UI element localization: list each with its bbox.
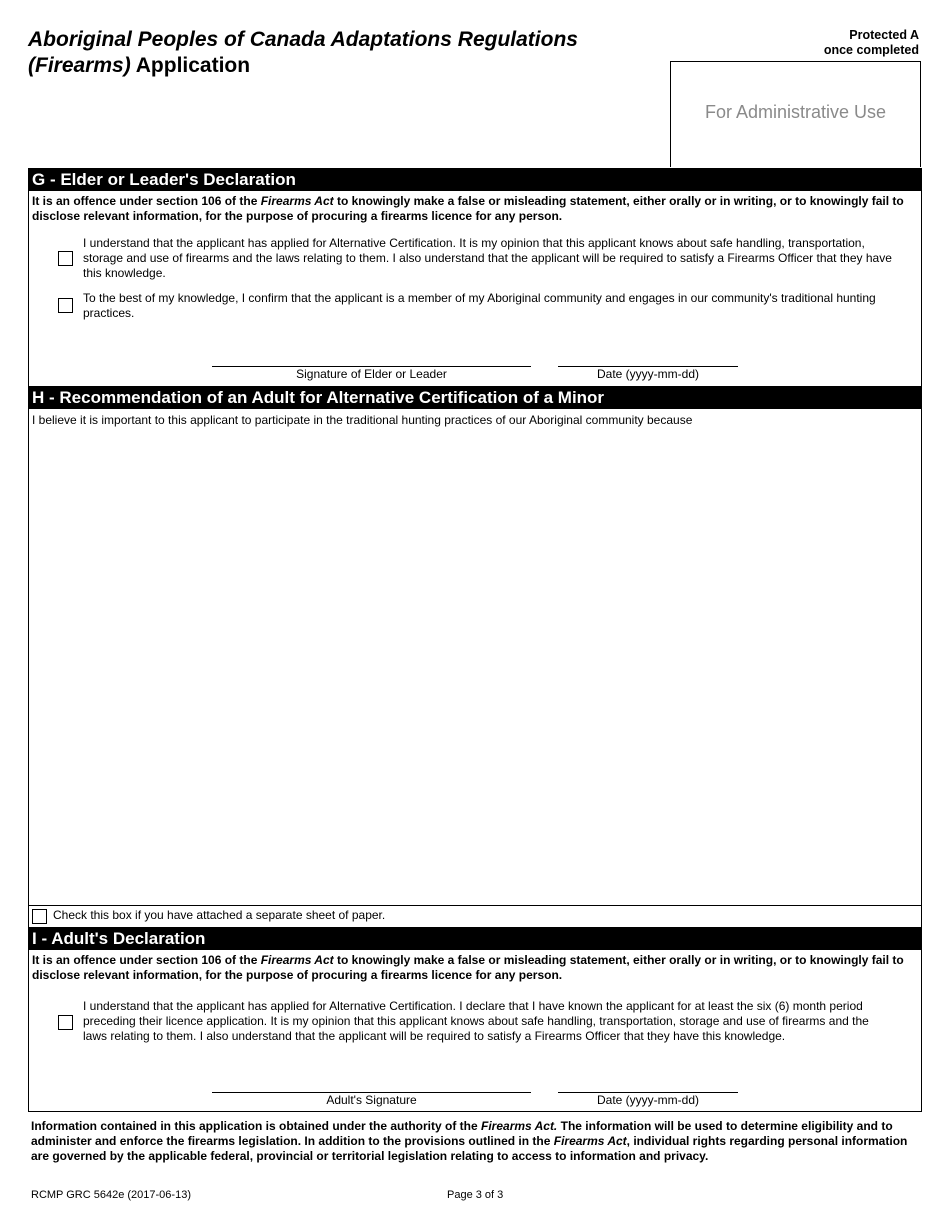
attach-row bbox=[28, 906, 922, 927]
section-h-header: H - Recommendation of an Adult for Alternative Certification of a Minor bbox=[28, 386, 922, 409]
form-title-rest: Application bbox=[130, 54, 251, 77]
form-title-italic: (Firearms) bbox=[28, 54, 131, 77]
adult-declaration-text: I understand that the applicant has applied for Alternative Certification. I declare that I have known the applicant for at least the six (6) month period preceding their licence application. It is my opinion that this applicant knows about safe handling, transportation, storage and use of firearms and the laws relating to them. I also understand that the applicant will be required to satisfy a Firearms Officer that they have this knowledge. bbox=[83, 999, 869, 1043]
recommendation-text-area[interactable] bbox=[28, 409, 922, 906]
protected-notice bbox=[824, 28, 919, 58]
elder-knowledge-checkbox[interactable] bbox=[58, 251, 73, 266]
section-g-frame bbox=[28, 191, 922, 386]
elder-date-label: Date (yyyy-mm-dd) bbox=[596, 367, 699, 381]
attach-sheet-label: Check this box if you have attached a separate sheet of paper. bbox=[53, 908, 386, 922]
recommendation-prompt: I believe it is important to this applicant to participate in the traditional hunting practices of our Aboriginal community because bbox=[32, 413, 693, 427]
admin-use-label: For Administrative Use bbox=[704, 102, 887, 122]
section-i-header: I - Adult's Declaration bbox=[28, 927, 922, 950]
section-g-header: G - Elder or Leader's Declaration bbox=[28, 168, 922, 191]
elder-membership-checkbox[interactable] bbox=[58, 298, 73, 313]
elder-knowledge-text: I understand that the applicant has applied for Alternative Certification. It is my opinion that this applicant knows about safe handling, transportation, storage and use of firearms and the laws relating to them. I also understand that the applicant will be required to satisfy a Firearms Officer that they have this knowledge. bbox=[83, 236, 892, 280]
attach-sheet-checkbox[interactable] bbox=[32, 909, 47, 924]
adult-signature-label: Adult's Signature bbox=[326, 1093, 417, 1107]
page-number: Page 3 of 3 bbox=[447, 1189, 504, 1201]
form-title bbox=[28, 27, 578, 79]
form-id: RCMP GRC 5642e (2017-06-13) bbox=[31, 1189, 191, 1201]
privacy-notice: Information contained in this application is obtained under the authority of the Firearms Act. The information will be used to determine eligibility and to administer and enforce the firearms legislation. In addition to the provisions outlined in the Firearms Act, individual rights regarding personal information are governed by the applicable federal, provincial or territorial legislation relating to access to information and privacy. bbox=[31, 1119, 908, 1163]
protected-line2: once completed bbox=[823, 43, 919, 57]
form-title-line1: Aboriginal Peoples of Canada Adaptations Regulations bbox=[28, 28, 578, 51]
admin-use-box bbox=[670, 61, 921, 167]
elder-membership-text: To the best of my knowledge, I confirm that the applicant is a member of my Aboriginal community and engages in our community's traditional hunting practices. bbox=[83, 291, 876, 320]
elder-signature-label: Signature of Elder or Leader bbox=[296, 367, 447, 381]
adult-date-label: Date (yyyy-mm-dd) bbox=[596, 1093, 699, 1107]
section-g-warning: It is an offence under section 106 of the Firearms Act to knowingly make a false or misleading statement, either orally or in writing, or to knowingly fail to disclose relevant information, for the purpose of procuring a firearms licence for any person. bbox=[32, 194, 904, 223]
adult-declaration-checkbox[interactable] bbox=[58, 1015, 73, 1030]
section-i-warning: It is an offence under section 106 of the Firearms Act to knowingly make a false or misleading statement, either orally or in writing, or to knowingly fail to disclose relevant information, for the purpose of procuring a firearms licence for any person. bbox=[32, 953, 904, 982]
protected-line1: Protected A bbox=[849, 28, 919, 42]
